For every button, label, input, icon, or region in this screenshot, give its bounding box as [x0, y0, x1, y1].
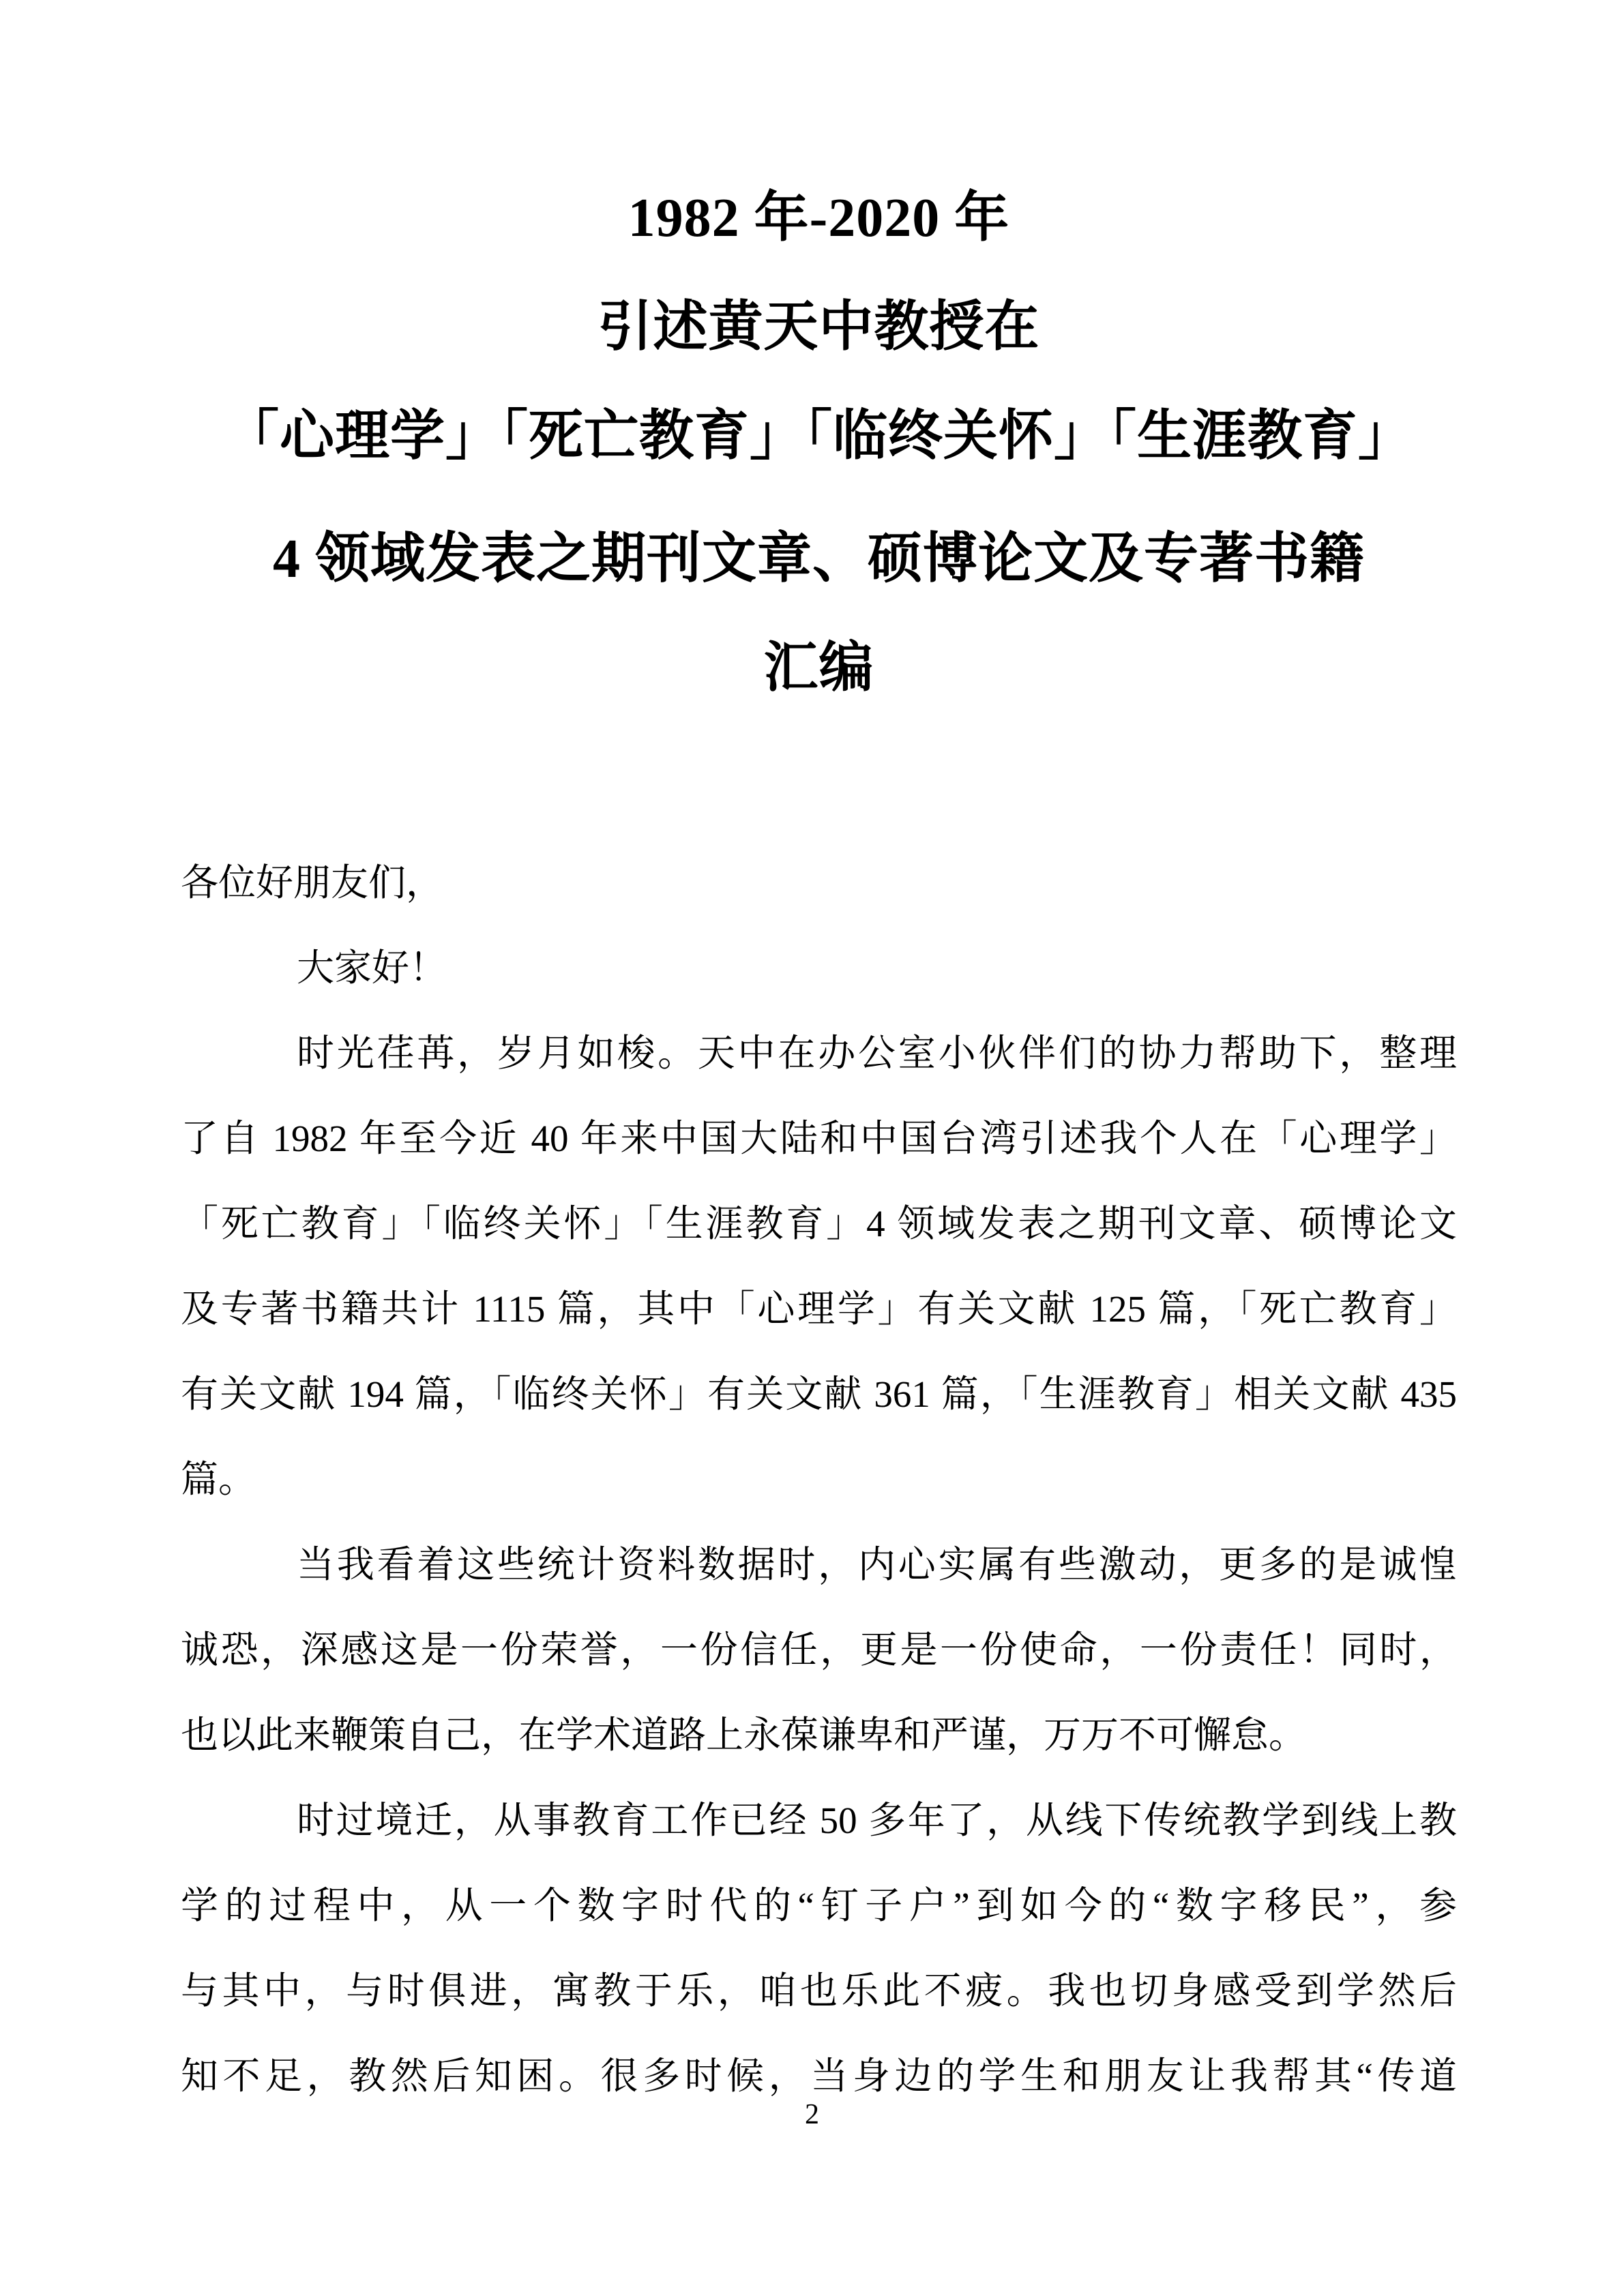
document-body	[181, 840, 1457, 2119]
body-line-11: 也以此来鞭策自己，在学术道路上永葆谦卑和严谨，万万不可懈怠。	[181, 1714, 1307, 1756]
page-number: 2	[805, 2099, 819, 2130]
body-line-4: 了自 1982 年至今近 40 年来中国大陆和中国台湾引述我个人在「心理学」	[181, 1118, 1457, 1159]
body-line-10: 诚恐，深感这是一份荣誉，一份信任，更是一份使命，一份责任！同时，	[181, 1629, 1457, 1671]
body-line-9: 当我看着这些统计资料数据时，内心实属有些激动，更多的是诚惶	[297, 1544, 1457, 1585]
title-line-author: 引述黄天中教授在	[597, 297, 1040, 357]
body-line-15: 知不足，教然后知困。很多时候，当身边的学生和朋友让我帮其“传道	[181, 2055, 1457, 2097]
title-line-years: 1982 年-2020 年	[628, 188, 1010, 248]
body-line-2: 大家好！	[297, 947, 447, 989]
body-line-6: 及专著书籍共计 1115 篇，其中「心理学」有关文献 125 篇，「死亡教育」	[181, 1288, 1457, 1330]
title-line-compile: 汇编	[763, 638, 874, 698]
body-line-14: 与其中，与时俱进，寓教于乐，咱也乐此不疲。我也切身感受到学然后	[181, 1970, 1457, 2012]
document-title	[181, 164, 1457, 723]
body-line-5: 「死亡教育」「临终关怀」「生涯教育」4 领域发表之期刊文章、硕博论文	[181, 1203, 1457, 1244]
body-line-8: 篇。	[181, 1459, 256, 1500]
title-line-works: 4 领域发表之期刊文章、硕博论文及专著书籍	[273, 529, 1365, 589]
title-line-fields: 「心理学」「死亡教育」「临终关怀」「生涯教育」	[224, 406, 1413, 466]
body-line-12: 时过境迁，从事教育工作已经 50 多年了，从线下传统教学到线上教	[297, 1800, 1457, 1841]
body-line-13: 学的过程中，从一个数字时代的“钉子户”到如今的“数字移民”，参	[181, 1885, 1457, 1926]
body-line-3: 时光荏苒，岁月如梭。天中在办公室小伙伴们的协力帮助下，整理	[297, 1032, 1457, 1074]
body-line-7: 有关文献 194 篇，「临终关怀」有关文献 361 篇，「生涯教育」相关文献 435	[181, 1373, 1457, 1415]
body-line-1: 各位好朋友们，	[181, 862, 444, 904]
